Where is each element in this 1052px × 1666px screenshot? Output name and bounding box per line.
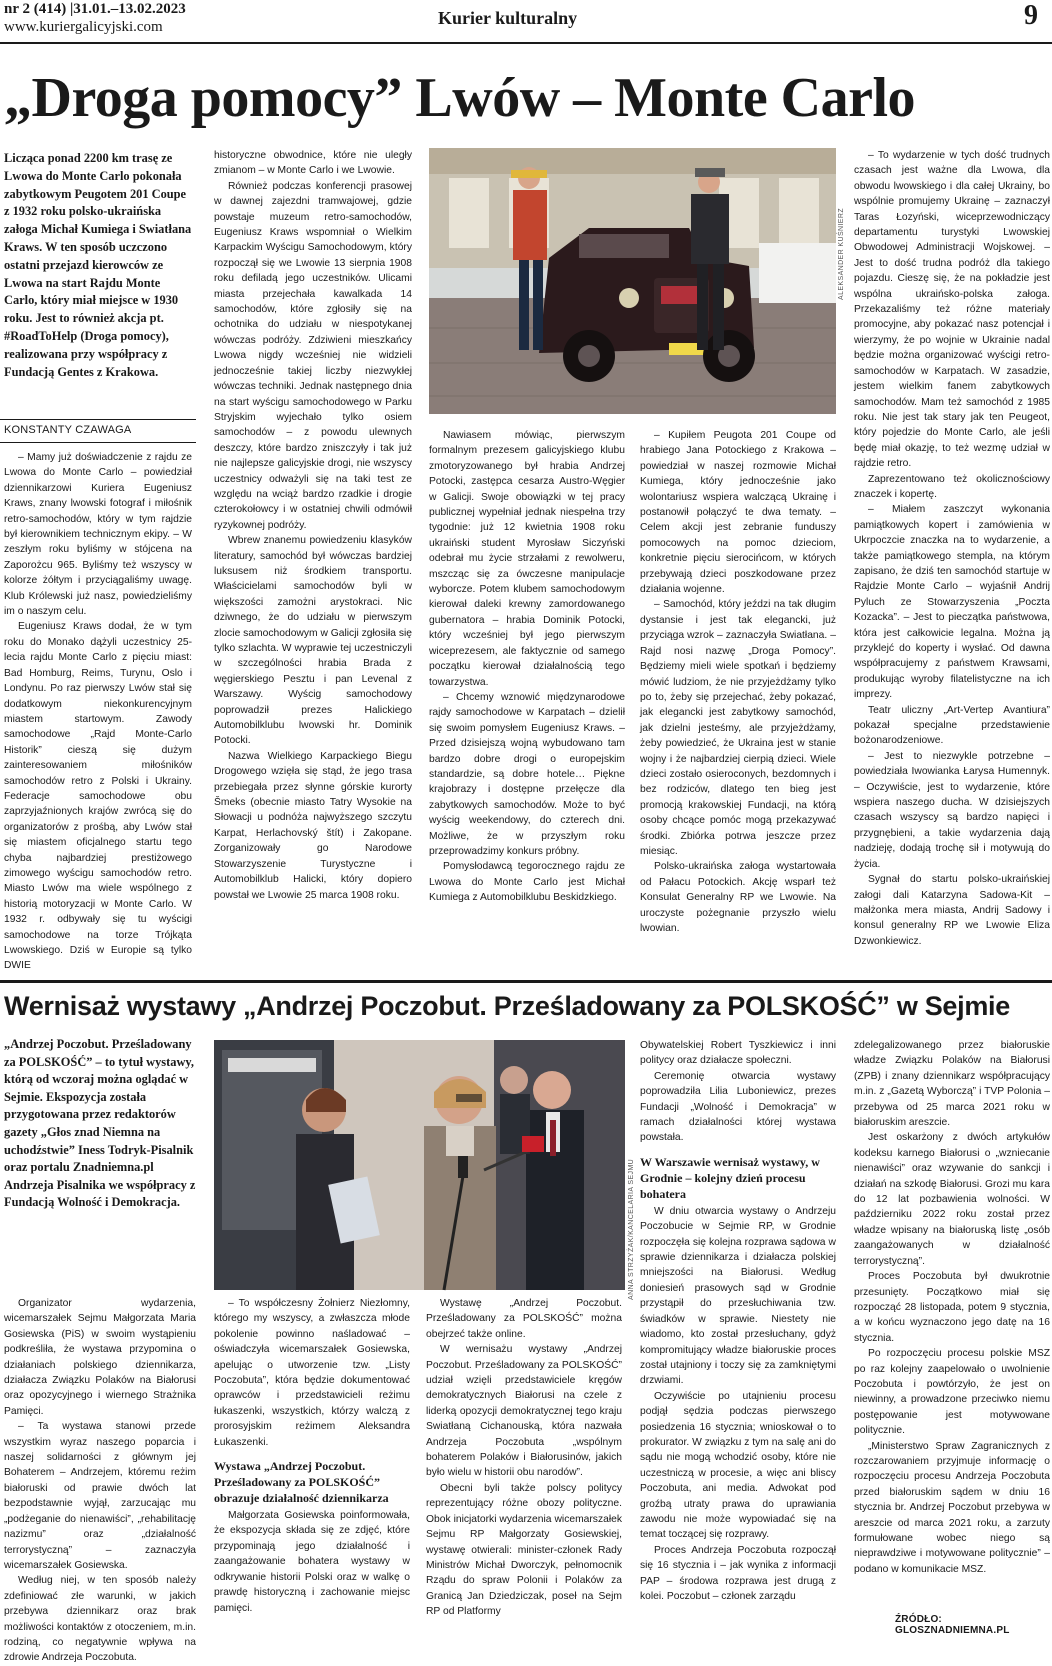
paragraph: Organizator wydarzenia, wicemarszałek Sejmu Małgorzata Maria Gosiewska (PiS) w swoim wystąpieniu podkreśliła, że wystawa przypomina o działaniach polskiego dziennikarza, działacza Związku Polaków na Białorusi oraz opozycyjnego i wiernego Strażnika Pamięci. (4, 1298, 196, 1417)
paragraph: Eugeniusz Kraws dodał, że w tym roku do Monako dążyli uczestnicy 25-lecia rajdu Monte Carlo z pięciu miast: Bad Homburg, Reims, Turynu, Oslo i Londynu. Po raz pierwszy Lwów stał się dodatkowym niekonkurencyjnym miastem startowym. Zawody samochodowe „Rajd Monte-Carlo Historik” cieszą się dużym zainteresowaniem miłośników samochodów retro z Polski i Ukrainy. Federacje samochodowe obu zaprzyjaźnionych krajów zwrócą się do organizatorów z prośbą, aby Lwów stał się miastem oficjalnego startu tego chyba najbardziej prestiżowego zimowego wyścigu samochodów retro. Miasto Lwów ma wiele wspólnego z historią motoryzacji w Monte Carlo. W 1932 r. odbywały się tu wyścigi samochodowe na torze Trójkąta Lwowskiego. Dziś w Europie są tylko DWIE (4, 621, 192, 972)
paragraph: – Chcemy wznowić międzynarodowe rajdy samochodowe w Karpatach – dzielił się swoim pomysłem Eugeniusz Kraws. – Przed dzisiejszą wojną wybudowano tam bardzo dobre drogi o europejskim standardzie, są dobre hotele… Piękne krajobrazy i dostępne przełęcze dla zabytkowych samochodów. Może to być wyścig weekendowy, do czterech dni. Możliwe, że w przyszłym roku przeprowadzimy konkurs próbny. (429, 691, 625, 857)
paragraph: Po rozpoczęciu procesu polskie MSZ po raz kolejny zaapelowało o uwolnienie Poczobuta i powtórzyło, że jest on niewinny, a prowadzone przeciwko niemu postępowanie jest motywowane politycznie. (854, 1348, 1050, 1437)
paragraph: Proces Poczobuta był dwukrotnie przesunięty. Początkowo miał się rozpocząć 28 listopada, potem 9 stycznia, a w końcu wyznaczono jego datę na 16 stycznia. (854, 1271, 1050, 1344)
paragraph: Nawiasem mówiąc, pierwszym formalnym prezesem galicyjskiego klubu zmotoryzowanego był hrabia Andrzej Potocki, zastępca cesarza Austro-Węgier w Galicji. Swoje obowiązki w tej pracy publicznej wypełniał jednak niespełna trzy tygodnie: już 12 kwietnia 1908 roku ukraiński student Myrosław Siczyński odebrał mu życie strzałami z rewolweru, mszcząc się za ówczesne manipulacje wyborcze. Potem klubem samochodowym kierował daleki krewny zamordowanego gubernatora – hrabia Dominik Potocki, który wcześniej był jego pierwszym wiceprezesem, ale faktycznie od samego początku kierował działalnością tego towarzystwa. (429, 430, 625, 688)
page-number: 9 (1024, 0, 1038, 31)
paragraph: Obywatelskiej Robert Tyszkiewicz i inni politycy oraz działacze społeczni. (640, 1040, 836, 1067)
paragraph: Oczywiście po utajnieniu procesu podjął sędzia podczas pierwszego posiedzenia 16 stycznia; wnioskował o to prokurator. W związku z tym na salę ani do sądu nie mogą wchodzić osoby, które nie uczestniczą w procesie, a więc ani bliscy Poczobuta, ani media. Adwokat pod groźbą utraty prawa do uprawiania zawodu nie może wypowiadać się na temat toczącej się rozprawy. (640, 1390, 836, 1541)
paragraph: Małgorzata Gosiewska poinformowała, że ekspozycja składa się ze zdjęć, które przypominają jego działalność i zaangażowanie bohatera wystawy w odkrywanie historii Polski oraz w walkę o prawdę historyczną i zachowanie miejsc pamięci. (214, 1510, 410, 1614)
paragraph: Wystawę „Andrzej Poczobut. Prześladowany za POLSKOŚĆ” można obejrzeć także online. (426, 1298, 622, 1340)
sejm-exhibition-photo (214, 1040, 625, 1290)
paragraph: Nazwa Wielkiego Karpackiego Biegu Drogowego wzięła się stąd, że jego trasa przebiegała przez słynne górskie kurorty Šmeks (obecnie miasto Tatry Wysokie na Słowacji u podnóża najwyższego szczytu Karpat, Herlachovský štít) i Zakopane. Zorganizowały go Narodowe Stowarzyszenie Turystyczne i Automobilklub Halicki, który dopiero powstał we Lwowie 25 marca 1908 roku. (214, 750, 412, 901)
article1-column-1 (4, 450, 192, 972)
paragraph: Teatr uliczny „Art-Vertep Avantiura” pokazał specjalne przedstawienie bożonarodzeniowe. (854, 704, 1050, 747)
header-rule (0, 42, 1052, 44)
photo-credit-1: ALEKSANDER KUŚNIERZ (838, 207, 845, 300)
article2-lead: „Andrzej Poczobut. Prześladowany za POLSKOŚĆ” – to tytuł wystawy, którą od wczoraj można oglądać w Sejmie. Ekspozycja została przygotowana przez redaktorów gazety „Głos znad Niemna na uchodźstwie” Iness Todryk-Pisalnik oraz portalu Znadniemna.pl Andrzeja Pisalnika we współpracy z Fundacją Wolność i Demokracja. (4, 1037, 196, 1210)
paragraph: – Kupiłem Peugota 201 Coupe od hrabiego Jana Potockiego z Krakowa – powiedział w naszej rozmowie Michał Kumiega, który jednocześnie jako wolontariusz wspiera walczącą Ukrainę i postanowił połączyć te dwa tematy. – Celem akcji jest zebranie funduszy pomocowych na pomoc dzieciom, konkretnie pięciu sierocińcom, w których przebywają dzieci poszkodowane przez działania wojenne. (640, 430, 836, 596)
article1-byline: KONSTANTY CZAWAGA (4, 424, 132, 436)
article1-column-4 (640, 428, 836, 960)
section-title: Kurier kulturalny (438, 8, 578, 28)
article2-column-4 (640, 1038, 836, 1636)
paragraph: – Mamy już doświadczenie z rajdu ze Lwowa do Monte Carlo – powiedział dziennikarzowi Kuriera Eugeniusz Kraws, znany lwowski fotograf i miłośnik retro-samochodów, który w tym rajdzie był kierownikiem technicznym ekipy. – W zeszłym roku byliśmy w stójcena na Zaporożcu 965. Byliśmy też wszyscy w kolorze żółtym i przyciągaliśmy uwagę. Klub Królewski już nasz, powiedzieliśmy im o naszym celu. (4, 452, 192, 618)
paragraph: – Miałem zaszczyt wykonania pamiątkowych kopert i zamówienia w Ukrpoczcie znaczka na to wydarzenie, a także pamiątkowego stempla, na którym zapisano, że dziś ten samochód startuje w Rajdzie Monte Carlo – wyjaśnił Andrij Pyluch ze Stowarzyszenia „Poczta Kozacka”. – Jest to pieczątka państwowa, która jest całkowicie legalna. Można ją przyklejć do koperty i wysłać. Od dawna współpracujemy z państwem Krawsami, produkując wyroby filatelistyczne na ich imprezy. (854, 504, 1050, 701)
paragraph: zdelegalizowanego przez białoruskie władze Związku Polaków na Białorusi (ZPB) i znany dziennikarz współpracujący m.in. z „Gazetą Wyborczą” i TVP Polonia – przebywa od 25 marca 2021 roku w białoruskim areszcie. (854, 1040, 1050, 1129)
site-url[interactable]: www.kuriergalicyjski.com (4, 19, 163, 35)
paragraph: Zaprezentowano też okolicznościowy znaczek i kopertę. (854, 473, 1050, 500)
article-separator (0, 980, 1052, 983)
source-credit: ŹRÓDŁO: GLOSZNADNIEMNA.PL (895, 1614, 1010, 1636)
paragraph: – To współczesny Żołnierz Niezłomny, którego my wszyscy, a zwłaszcza młode pokolenie powinno naśladować – oświadczyła wicemarszałek Gosiewska, apelując o utworzenie tzw. „Listy Poczobuta”, która będzie dokumentować oprawców i przedstawicieli reżimu łukaszenki, wszystkich, którzy walczą z prorosyjskim reżimem Aleksandra Łukaszenki. (214, 1298, 410, 1448)
paragraph: – Ta wystawa stanowi przede wszystkim wyraz naszego poparcia i naszej solidarności z głównym jej Bohaterem – Andrzejem, któremu reżim białoruski od prawie dwóch lat bezpodstawnie wyjął, zarzucając mu „podżeganie do nienawiści”, „rehabilitację nazizmu” oraz „działalność terrorystyczną” – zaznaczyła wicemarszałek Gosiewska. (4, 1421, 196, 1571)
paragraph: Wbrew znanemu powiedzeniu klasyków literatury, samochód był wówczas bardziej luksusem niż środkiem transportu. Właścicielami samochodów byli w większości zamożni arystokraci. Nic dziwnego, że do udziału w pierwszym zlocie samochodowym w Galicji zgłosiła się tylko szlachta. W wyprawie tej uczestniczyli w szczególności hrabia Brada z węgierskiego Pesztu i pan Levenal z Warszawy. Wyścig samochodowy poprowadził prezes Halickiego Automobilklubu lwowski hr. Dominik Potocki. (214, 535, 412, 747)
paragraph: Również podczas konferencji prasowej w dawnej zajezdni tramwajowej, gdzie powstaje muzeum retro-samochodów, Eugeniusz Kraws wspomniał o Wielkim Karpackim Wyścigu Samochodowym, który rozpoczął się we Lwowie 13 sierpnia 1908 roku defiladą jego uczestników. Ulicami miasta przejechała kawalkada 14 samochodów, które zgłosiły się na ochotnika do udziału w niespotykanej wówczas podróży. Zdziwieni mieszkańcy Lwowa nigdy wcześniej nie widzieli jednocześnie takiej liczby niezwykłej wówczas techniki. Jednak następnego dnia na start wyścigu samochodowego w Parku Stryjskim wyjechało tylko osiem samochodów – z powodu ulewnych deszczy, które bardzo zniszczyły i tak już nie najlepsze galicyjskie drogi, nie wszyscy uczestnicy odważyli się na taki test ze względu na wciąż bardzo rzadkie i drogie czterokołowcy i w ostatniej chwili odmówił ryzykownej podróży. (214, 180, 412, 531)
lead-rule (0, 419, 196, 420)
article2-subhead-1: Wystawa „Andrzej Poczobut. Prześladowany za POLSKOŚĆ” obrazuje działalność dziennikarza (214, 1459, 389, 1506)
paragraph: Proces Andrzeja Poczobuta rozpoczął się 16 stycznia i – jak wynika z informacji PAP – środowa rozprawa jest drugą z kolei. Poczobut – członek zarządu (640, 1544, 836, 1602)
paragraph: – To wydarzenie w tych dość trudnych czasach jest ważne dla Lwowa, dla obwodu lwowskiego i dla całej Ukrainy, bo wspólnie promujemy Ukrainę – zaznaczył Taras Łozyński, wiceprzewodniczący departamentu turystyki Lwowskiej Obwodowej Administracji Wojskowej. – Jest to dość trudna podróż dla takiego pojazdu. Cieszę się, że na pokładzie jest wspólna ukraińsko-polska załoga. Przekazaliśmy też różne materiały promocyjne, aby pokazać nasz potencjał i wierzymy, że po wojnie w Ukrainie nadal będzie można organizować wyścigi retro-samochodów w Karpatach. W zasadzie, jestem wielkim fanem zabytkowych samochodów. Mam też samochód z 1985 roku. Nie jest tak stary jak ten Peugeot, który pojedzie do Monte Carlo, ale jeśli będę miał okazję, to też wezmę udział w rajdzie retro. (854, 150, 1050, 470)
paragraph: W wernisażu wystawy „Andrzej Poczobut. Prześladowany za POLSKOŚĆ” udział wzięli przedstawiciele kręgów demokratycznych Białorusi na czele z liderką opozycji demokratycznej tego kraju Swiatłaną Cichanouską, która nazwała Andrzeja Poczobuta „wspólnym bohaterem Polaków i Białorusinów, jakich było wielu w historii obu narodów”. (426, 1344, 622, 1479)
article1-column-3 (429, 428, 625, 960)
paragraph: Ceremonię otwarcia wystawy poprowadziła Lilia Luboniewicz, prezes Fundacji „Wolność i Demokracja” w ramach działalności której wystawa powstała. (640, 1070, 836, 1144)
paragraph: „Ministerstwo Spraw Zagranicznych z rozczarowaniem przyjmuje informację o rozpoczęciu procesu Andrzeja Poczobuta przed białoruskim sądem w dniu 16 stycznia br. Andrzej Poczobut przebywa w areszcie od marca 2021 roku, a zarzuty formułowane wobec niego są nieprawdziwe i motywowane politycznie” – podano w komunikacie MSZ. (854, 1440, 1050, 1575)
paragraph: W dniu otwarcia wystawy o Andrzeju Poczobucie w Sejmie RP, w Grodnie rozpoczęła się kolejna rozprawa sądowa w sprawie dziennikarza i działacza polskiej mniejszości na Białorusi. Według doniesień prasowych sąd w Grodnie przystąpił do przesłuchiwania tzw. świadków w sprawie. Niestety nie wiadomo, kto został przesłuchany, gdyż kompromitujący władze białoruskie proces został utajniony i toczy się za zamkniętymi drzwiami. (640, 1205, 836, 1387)
byline-rule (0, 442, 196, 443)
paragraph: – Jest to niezwykle potrzebne – powiedziała Iwowianka Łarysa Humennyk. – Oczywiście, jest to wydarzenie, które wspiera naszego ducha. W dzisiejszych czasach wszyscy są bardzo napięci i przygnębieni, a takie wydarzenia dają nadzieję, dodają trochę sił i motywują do życia. (854, 750, 1050, 870)
sejm-exhibition-image (214, 1040, 625, 1290)
article2-column-1 (4, 1296, 196, 1664)
paragraph: Według niej, w ten sposób należy zdefiniować złe warunki, w jakich przebywa dziennikarz oraz brak możliwości kontaktów z otoczeniem, m.in. rodziną, co negatywnie wpływa na zdrowie Andrzeja Poczobuta. (4, 1575, 196, 1664)
paragraph: – Samochód, który jeździ na tak długim dystansie i jest tak elegancki, już przyciąga wzrok – zaznaczyła Swiatłana. – Rajd nosi nazwę „Droga Pomocy”. Będziemy mieli wiele spotkań i będziemy mówić ludziom, że nie przyjeżdżamy tylko po to, żeby się przejechać, żeby pokazać, jak elegancki jest zabytkowy samochód, jak dzielni jesteśmy, ale przyjeżdżamy, żeby powiedzieć, że Ukraina jest w stanie wojny i że najbardziej cierpią dzieci. Wiele dzieci zostało osieroconych, bezdomnych i bez rodziców, dlatego ten bieg jest promocją krakowskiej Fundacji, na którą osoby chcące pomóc mogą przekazywać środki. Zbiórka potrwa jeszcze przez miesiąc. (640, 599, 836, 857)
article1-headline: „Droga pomocy” Lwów – Monte Carlo (4, 67, 916, 129)
article1-column-5 (854, 148, 1050, 960)
photo-credit-2: ANNA STRZYŻAK/KANCELARIA SEJMU (628, 1158, 635, 1300)
vintage-car-photo (429, 148, 836, 414)
paragraph: Sygnał do startu polsko-ukraińskiej załogi dali Katarzyna Sadowa-Kit – małżonka mera miasta, Andrij Sadowy i konsul generalny RP we Lwowie Eliza Dzwonkiewicz. (854, 874, 1050, 947)
article1-lead: Licząca ponad 2200 km trasę ze Lwowa do Monte Carlo pokonała zabytkowym Peugotem 201 Coupe z 1932 roku polsko-ukraińska załoga Michał Kumiega i Swiatłana Kraws. W ten sposób uczczono ostatni przejazd kierowców ze Lwowa na start Rajdu Monte Carlo, który miał miejsce w 1930 roku. Jest to również akcja pt. #RoadToHelp (Droga pomocy), realizowana przy współpracy z Fundacją Gentes z Krakowa. (4, 151, 192, 379)
paragraph: historyczne obwodnice, które nie uległy zmianom – w Monte Carlo i we Lwowie. (214, 150, 412, 177)
paragraph: Jest oskarżony z dwóch artykułów kodeksu karnego Białorusi o „wzniecanie nienawiści” oraz wzywanie do sankcji i działań na szkodę Białorusi. Grozi mu kara do 12 lat pozbawienia wolności. W październiku 2022 roku został przez władze wpisany na białoruską listę „osób zaangażowanych w działalność terrorystyczną”. (854, 1132, 1050, 1267)
paragraph: Polsko-ukraińska załoga wystartowała od Pałacu Potockich. Akcję wsparł też Konsulat Generalny RP we Lwowie. Na uroczyste pożegnanie przyszło wielu lwowian. (640, 861, 836, 934)
article2-subhead-2: W Warszawie wernisaż wystawy, w Grodnie – kolejny dzień procesu bohatera (640, 1154, 820, 1201)
article2-headline: Wernisaż wystawy „Andrzej Poczobut. Prześladowany za POLSKOŚĆ” w Sejmie (4, 991, 1010, 1021)
issue-number: nr 2 (414) |31.01.–13.02.2023 (4, 1, 186, 17)
paragraph: Pomysłodawcą tegorocznego rajdu ze Lwowa do Monte Carlo jest Michał Kumiega z Automobilklubu Beskidzkiego. (429, 861, 625, 904)
article2-column-3 (426, 1296, 622, 1636)
article1-column-2 (214, 148, 412, 960)
article2-column-5 (854, 1038, 1050, 1610)
paragraph: Obecni byli także polscy politycy reprezentujący różne obozy polityczne. Obok inicjatorki wydarzenia wicemarszałek Sejmu RP Małgorzaty Gosiewskiej, wystawę otwierali: minister-członek Rady Ministrów Michał Dworczyk, pełnomocnik Rządu do spraw Polonii i Polaków za Granicą Jan Dziedziczak, poseł na Sejm RP od Platformy (426, 1482, 622, 1618)
article2-column-2 (214, 1296, 410, 1636)
vintage-car-image (429, 148, 836, 414)
